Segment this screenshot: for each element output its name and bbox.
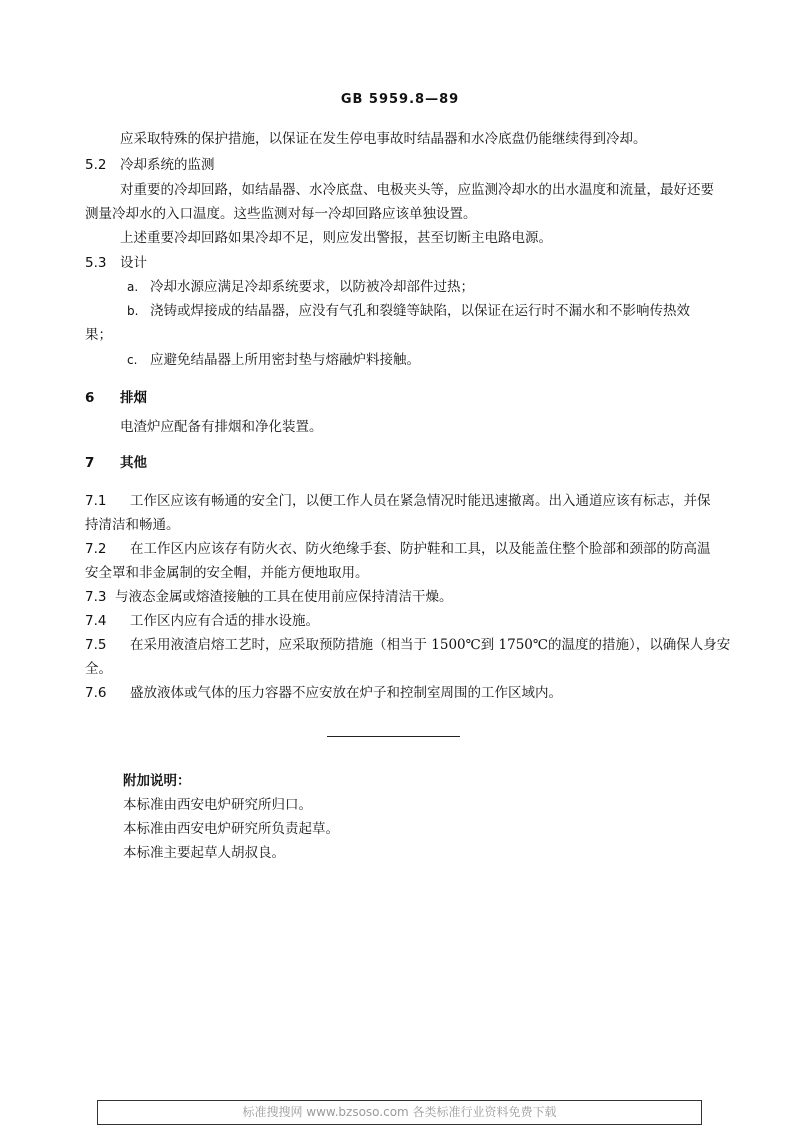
- clause-7-2-line-1: 在工作区内应该存有防火衣、防火绝缘手套、防护鞋和工具，以及能盖住整个脸部和颈部的防高温: [130, 541, 711, 557]
- paragraph-5-1-continuation: 应采取特殊的保护措施，以保证在发生停电事故时结晶器和水冷底盘仍能继续得到冷却。: [120, 131, 647, 147]
- item-a-text: 冷却水源应满足冷却系统要求，以防被冷却部件过热；: [150, 279, 474, 295]
- appendix-line-2: 本标准由西安电炉研究所负责起草。: [123, 821, 339, 837]
- paragraph-5-2-line-1: 对重要的冷却回路，如结晶器、水冷底盘、电极夹头等，应监测冷却水的出水温度和流量，最好还要: [120, 182, 714, 198]
- paragraph-5-2-line-2: 测量冷却水的入口温度。这些监测对每一冷却回路应该单独设置。: [85, 206, 477, 222]
- section-5-3-number: 5.3: [85, 255, 107, 271]
- clause-7-4-number: 7.4: [85, 613, 107, 629]
- standard-code-header: GB 5959.8—89: [340, 92, 460, 107]
- clause-7-6-number: 7.6: [85, 685, 107, 701]
- end-rule: [327, 736, 460, 737]
- section-6-number: 6: [85, 390, 95, 406]
- clause-7-3-number: 7.3: [85, 589, 107, 605]
- section-7-title: 其他: [120, 455, 147, 471]
- footer-watermark: 标准搜搜网 www.bzsoso.com 各类标准行业资料免费下载: [97, 1100, 702, 1125]
- appendix-line-3: 本标准主要起草人胡叔良。: [123, 845, 285, 861]
- section-5-3-title: 设计: [120, 255, 147, 271]
- section-5-2-title: 冷却系统的监测: [120, 157, 215, 173]
- clause-7-2-number: 7.2: [85, 541, 107, 557]
- clause-7-6-text: 盛放液体或气体的压力容器不应安放在炉子和控制室周围的工作区域内。: [130, 685, 562, 701]
- clause-7-1-number: 7.1: [85, 493, 107, 509]
- clause-7-1-line-1: 工作区应该有畅通的安全门，以便工作人员在紧急情况时能迅速撤离。出入通道应该有标志，并保: [130, 493, 711, 509]
- item-b-text-line-2: 果；: [85, 327, 112, 343]
- section-6-text: 电渣炉应配备有排烟和净化装置。: [120, 419, 323, 435]
- section-7-number: 7: [85, 455, 95, 471]
- appendix-title: 附加说明：: [123, 773, 191, 789]
- clause-7-1-line-2: 持清洁和畅通。: [85, 517, 180, 533]
- clause-7-2-line-2: 安全罩和非金属制的安全帽，并能方便地取用。: [85, 565, 369, 581]
- clause-7-3-text: 与液态金属或熔渣接触的工具在使用前应保持清洁干燥。: [115, 589, 453, 605]
- appendix-line-1: 本标准由西安电炉研究所归口。: [123, 797, 312, 813]
- item-c-letter: c.: [127, 353, 138, 367]
- paragraph-5-2-alarm: 上述重要冷却回路如果冷却不足，则应发出警报，甚至切断主电路电源。: [120, 230, 552, 246]
- item-b-text-line-1: 浇铸或焊接成的结晶器，应没有气孔和裂缝等缺陷，以保证在运行时不漏水和不影响传热效: [150, 303, 690, 319]
- clause-7-5-number: 7.5: [85, 637, 107, 653]
- section-5-2-number: 5.2: [85, 157, 107, 173]
- section-6-title: 排烟: [120, 390, 147, 406]
- clause-7-5-line-2: 全。: [85, 661, 112, 677]
- clause-7-5-line-1: 在采用液渣启熔工艺时，应采取预防措施（相当于 1500℃到 1750℃的温度的措施），以确保人身安: [130, 637, 731, 653]
- item-b-letter: b.: [127, 304, 139, 318]
- clause-7-4-text: 工作区内应有合适的排水设施。: [130, 613, 319, 629]
- item-c-text: 应避免结晶器上所用密封垫与熔融炉料接触。: [150, 352, 420, 368]
- item-a-letter: a.: [127, 280, 139, 294]
